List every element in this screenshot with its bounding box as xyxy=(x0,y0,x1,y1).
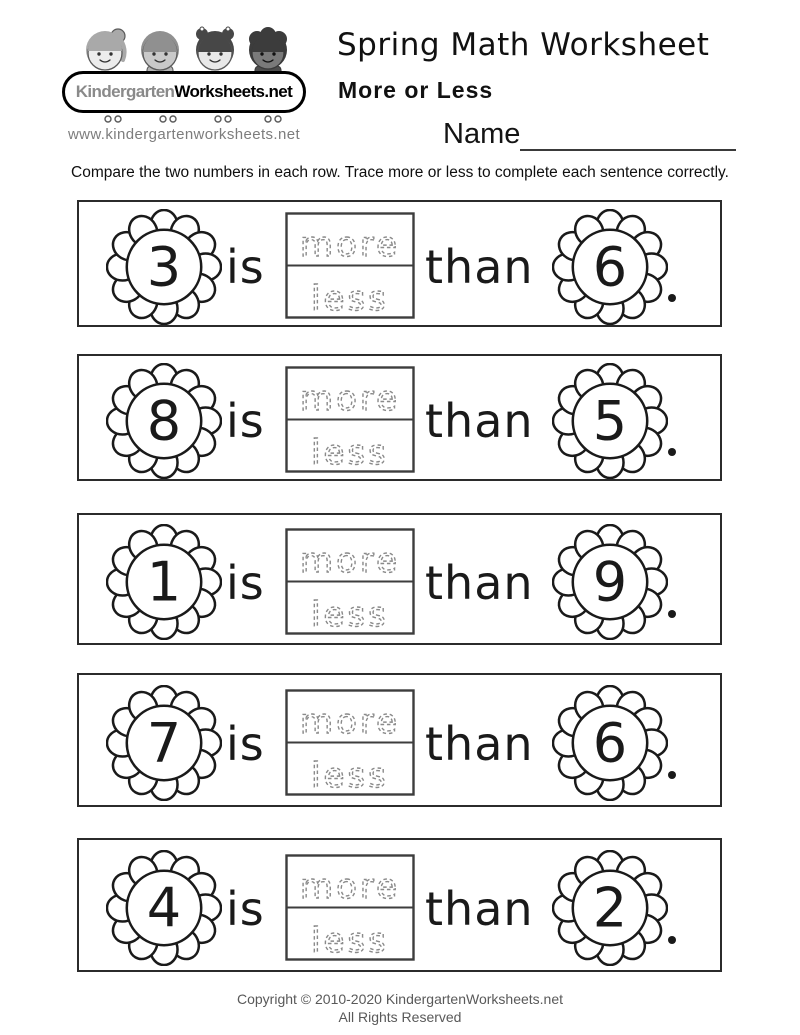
flower-icon xyxy=(106,850,222,966)
sentence-row xyxy=(77,354,722,481)
period-dot xyxy=(668,294,676,302)
word-is: is xyxy=(226,240,265,294)
sentence-row xyxy=(77,673,722,807)
period-dot xyxy=(668,936,676,944)
flower-icon xyxy=(552,524,668,640)
trace-word-less: less xyxy=(311,433,389,473)
trace-box xyxy=(285,854,415,961)
left-number: 1 xyxy=(146,550,182,614)
word-than: than xyxy=(425,394,534,448)
name-blank-line xyxy=(520,117,736,151)
flower-icon xyxy=(106,685,222,801)
period-dot xyxy=(668,610,676,618)
website-url: www.kindergartenworksheets.net xyxy=(67,126,301,143)
trace-word-more: more xyxy=(299,867,401,907)
flower-icon xyxy=(106,524,222,640)
flower-icon xyxy=(106,363,222,479)
trace-word-less: less xyxy=(311,595,389,635)
sentence-row xyxy=(77,200,722,327)
trace-word-more: more xyxy=(299,702,401,742)
trace-word-less: less xyxy=(311,756,389,796)
footer-rights: All Rights Reserved xyxy=(338,1009,462,1026)
word-is: is xyxy=(226,882,265,936)
name-row xyxy=(443,117,736,151)
sentence-row xyxy=(77,513,722,645)
trace-word-more: more xyxy=(299,225,401,265)
word-than: than xyxy=(425,882,534,936)
sentence-row xyxy=(77,838,722,972)
name-label: Name xyxy=(443,118,521,150)
trace-word-more: more xyxy=(299,541,401,581)
logo-brand-second: Worksheets.net xyxy=(174,82,293,101)
trace-box xyxy=(285,212,415,319)
word-is: is xyxy=(226,717,265,771)
page-title: Spring Math Worksheet xyxy=(337,27,710,63)
left-number: 8 xyxy=(146,389,182,453)
footer xyxy=(0,990,800,1026)
left-number: 7 xyxy=(146,711,182,775)
trace-word-less: less xyxy=(311,279,389,319)
trace-word-less: less xyxy=(311,921,389,961)
flower-icon xyxy=(552,363,668,479)
word-is: is xyxy=(226,394,265,448)
footer-copyright: Copyright © 2010-2020 KindergartenWorksheets.net xyxy=(236,991,564,1007)
period-dot xyxy=(668,771,676,779)
trace-word-more: more xyxy=(299,379,401,419)
trace-box xyxy=(285,689,415,796)
right-number: 9 xyxy=(592,550,628,614)
flower-icon xyxy=(552,685,668,801)
word-is: is xyxy=(226,556,265,610)
left-number: 3 xyxy=(146,235,182,299)
period-dot xyxy=(668,448,676,456)
right-number: 5 xyxy=(592,389,628,453)
flower-icon xyxy=(552,209,668,325)
logo-brand-first: Kindergarten xyxy=(75,82,175,101)
left-number: 4 xyxy=(146,876,182,940)
flower-icon xyxy=(106,209,222,325)
right-number: 2 xyxy=(592,876,628,940)
word-than: than xyxy=(425,240,534,294)
word-than: than xyxy=(425,717,534,771)
right-number: 6 xyxy=(592,235,628,299)
instructions-text: Compare the two numbers in each row. Trace more or less to complete each sentence correctly. xyxy=(71,164,729,181)
kids-feet-icon xyxy=(62,112,306,126)
flower-icon xyxy=(552,850,668,966)
logo-banner xyxy=(62,71,306,113)
word-than: than xyxy=(425,556,534,610)
page-subtitle: More or Less xyxy=(338,77,494,103)
trace-box xyxy=(285,528,415,635)
kids-illustration-icon xyxy=(74,16,296,76)
trace-box xyxy=(285,366,415,473)
right-number: 6 xyxy=(592,711,628,775)
